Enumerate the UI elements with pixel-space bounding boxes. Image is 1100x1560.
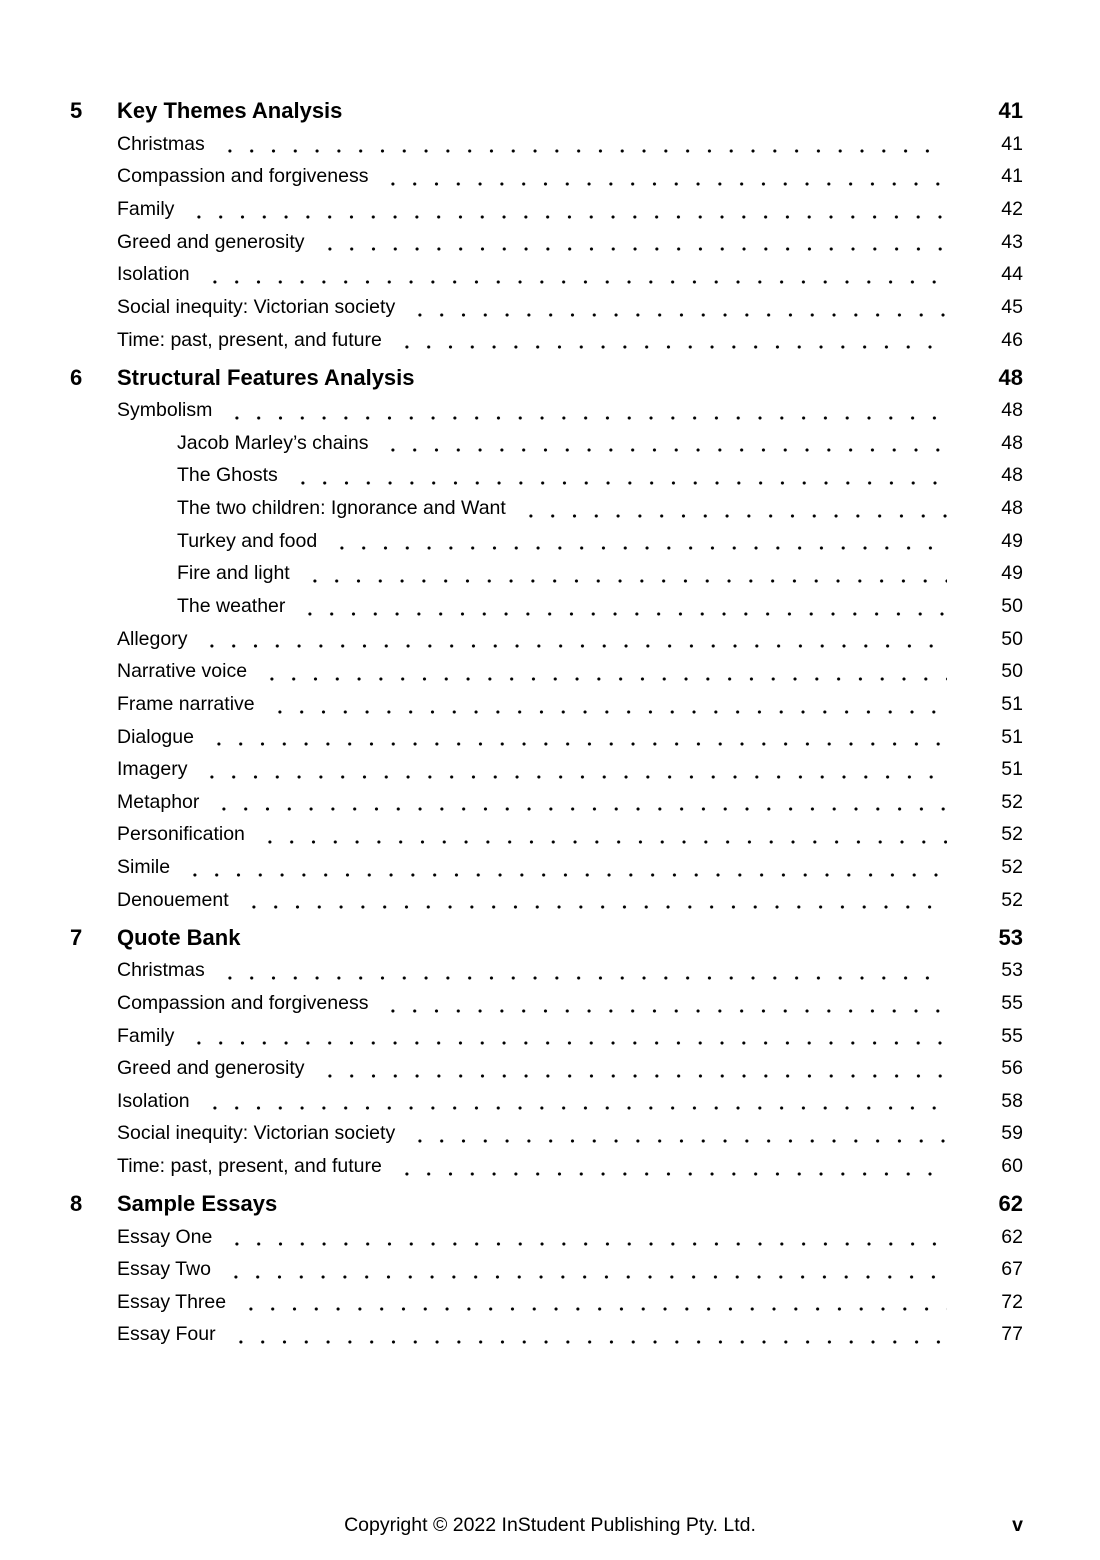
copyright-text: Copyright © 2022 InStudent Publishing Pty. Ltd. bbox=[344, 1514, 756, 1536]
entry-label: Simile bbox=[117, 856, 171, 879]
toc-entry-row[interactable] bbox=[70, 128, 1023, 161]
entry-page-number: 45 bbox=[1001, 296, 1023, 319]
chapter-page-number: 53 bbox=[998, 924, 1023, 950]
dot-leader bbox=[255, 655, 947, 688]
entry-label: Symbolism bbox=[117, 399, 213, 422]
toc-entry-row[interactable] bbox=[70, 590, 1023, 623]
toc-entry-row[interactable] bbox=[70, 1286, 1023, 1319]
dot-leader bbox=[213, 954, 947, 987]
toc-entry-row[interactable] bbox=[70, 226, 1023, 259]
entry-page-number: 48 bbox=[1001, 497, 1023, 520]
entry-page-number: 52 bbox=[1001, 888, 1023, 911]
dot-leader bbox=[293, 590, 947, 623]
dot-leader bbox=[376, 160, 947, 193]
toc-entry-row[interactable] bbox=[70, 492, 1023, 525]
toc-entry-row[interactable] bbox=[70, 258, 1023, 291]
entry-label: Essay Three bbox=[117, 1290, 227, 1313]
entry-page-number: 49 bbox=[1001, 562, 1023, 585]
table-of-contents bbox=[70, 90, 1023, 1351]
entry-label: Turkey and food bbox=[177, 529, 318, 552]
toc-entry-row[interactable] bbox=[70, 1052, 1023, 1085]
toc-entry-row[interactable] bbox=[70, 655, 1023, 688]
chapter-number: 7 bbox=[70, 924, 83, 950]
toc-entry-row[interactable] bbox=[70, 1117, 1023, 1150]
toc-chapter-row[interactable] bbox=[70, 922, 1023, 955]
toc-entry-row[interactable] bbox=[70, 818, 1023, 851]
entry-page-number: 55 bbox=[1001, 1024, 1023, 1047]
entry-label: Christmas bbox=[117, 132, 205, 155]
entry-page-number: 58 bbox=[1001, 1089, 1023, 1112]
entry-page-number: 55 bbox=[1001, 991, 1023, 1014]
dot-leader bbox=[220, 394, 947, 427]
entry-label: Narrative voice bbox=[117, 660, 248, 683]
entry-label: Greed and generosity bbox=[117, 1057, 305, 1080]
entry-page-number: 52 bbox=[1001, 856, 1023, 879]
dot-leader bbox=[213, 128, 947, 161]
toc-entry-row[interactable] bbox=[70, 987, 1023, 1020]
dot-leader bbox=[224, 1318, 947, 1351]
dot-leader bbox=[202, 721, 947, 754]
entry-page-number: 51 bbox=[1001, 692, 1023, 715]
chapter-title: Key Themes Analysis bbox=[117, 98, 343, 124]
dot-leader bbox=[207, 786, 947, 819]
entry-page-number: 53 bbox=[1001, 959, 1023, 982]
entry-page-number: 41 bbox=[1001, 132, 1023, 155]
dot-leader bbox=[376, 987, 947, 1020]
toc-entry-row[interactable] bbox=[70, 1085, 1023, 1118]
entry-label: Metaphor bbox=[117, 790, 200, 813]
dot-leader bbox=[263, 688, 947, 721]
entry-label: Fire and light bbox=[177, 562, 290, 585]
toc-entry-row[interactable] bbox=[70, 851, 1023, 884]
toc-entry-row[interactable] bbox=[70, 954, 1023, 987]
entry-label: Time: past, present, and future bbox=[117, 328, 382, 351]
entry-label: Essay Two bbox=[117, 1258, 211, 1281]
entry-label: Christmas bbox=[117, 959, 205, 982]
entry-label: Compassion and forgiveness bbox=[117, 991, 369, 1014]
dot-leader bbox=[234, 1286, 947, 1319]
entry-page-number: 43 bbox=[1001, 230, 1023, 253]
entry-label: Personification bbox=[117, 823, 245, 846]
dot-leader bbox=[253, 818, 947, 851]
entry-page-number: 51 bbox=[1001, 758, 1023, 781]
entry-label: Allegory bbox=[117, 627, 188, 650]
dot-leader bbox=[198, 1085, 947, 1118]
entry-label: Denouement bbox=[117, 888, 229, 911]
entry-page-number: 48 bbox=[1001, 399, 1023, 422]
toc-chapter-row[interactable] bbox=[70, 362, 1023, 395]
entry-label: Essay Four bbox=[117, 1323, 216, 1346]
chapter-page-number: 41 bbox=[998, 98, 1023, 124]
chapter-number: 6 bbox=[70, 364, 83, 390]
spacer bbox=[342, 95, 977, 128]
dot-leader bbox=[286, 459, 947, 492]
toc-entry-row[interactable] bbox=[70, 427, 1023, 460]
toc-entry-row[interactable] bbox=[70, 1221, 1023, 1254]
entry-page-number: 59 bbox=[1001, 1122, 1023, 1145]
toc-entry-row[interactable] bbox=[70, 291, 1023, 324]
dot-leader bbox=[390, 324, 947, 357]
dot-leader bbox=[325, 525, 947, 558]
entry-page-number: 49 bbox=[1001, 529, 1023, 552]
entry-page-number: 56 bbox=[1001, 1057, 1023, 1080]
toc-entry-row[interactable] bbox=[70, 324, 1023, 357]
entry-label: Dialogue bbox=[117, 725, 194, 748]
toc-entry-row[interactable] bbox=[70, 786, 1023, 819]
entry-label: Jacob Marley’s chains bbox=[177, 431, 369, 454]
chapter-title: Sample Essays bbox=[117, 1190, 278, 1216]
dot-leader bbox=[220, 1221, 947, 1254]
page-footer bbox=[0, 1510, 1100, 1540]
entry-page-number: 46 bbox=[1001, 328, 1023, 351]
toc-entry-row[interactable] bbox=[70, 160, 1023, 193]
dot-leader bbox=[298, 557, 947, 590]
toc-chapter-row[interactable] bbox=[70, 1188, 1023, 1221]
entry-label: The Ghosts bbox=[177, 464, 278, 487]
folio-page-number: v bbox=[1012, 1514, 1023, 1536]
entry-label: Family bbox=[117, 198, 175, 221]
entry-page-number: 62 bbox=[1001, 1225, 1023, 1248]
toc-entry-row[interactable] bbox=[70, 193, 1023, 226]
dot-leader bbox=[198, 258, 947, 291]
toc-entry-row[interactable] bbox=[70, 1150, 1023, 1183]
dot-leader bbox=[403, 1117, 947, 1150]
entry-page-number: 50 bbox=[1001, 660, 1023, 683]
chapter-title: Quote Bank bbox=[117, 924, 241, 950]
entry-label: Social inequity: Victorian society bbox=[117, 1122, 396, 1145]
toc-entry-row[interactable] bbox=[70, 459, 1023, 492]
toc-entry-row[interactable] bbox=[70, 394, 1023, 427]
entry-page-number: 42 bbox=[1001, 198, 1023, 221]
dot-leader bbox=[182, 1020, 947, 1053]
entry-page-number: 50 bbox=[1001, 627, 1023, 650]
entry-page-number: 52 bbox=[1001, 790, 1023, 813]
dot-leader bbox=[178, 851, 947, 884]
toc-entry-row[interactable] bbox=[70, 688, 1023, 721]
toc-entry-row[interactable] bbox=[70, 557, 1023, 590]
entry-page-number: 72 bbox=[1001, 1290, 1023, 1313]
entry-page-number: 44 bbox=[1001, 263, 1023, 286]
chapter-page-number: 48 bbox=[998, 364, 1023, 390]
entry-page-number: 51 bbox=[1001, 725, 1023, 748]
toc-entry-row[interactable] bbox=[70, 884, 1023, 917]
toc-entry-row[interactable] bbox=[70, 1253, 1023, 1286]
entry-page-number: 77 bbox=[1001, 1323, 1023, 1346]
dot-leader bbox=[403, 291, 947, 324]
toc-entry-row[interactable] bbox=[70, 525, 1023, 558]
dot-leader bbox=[514, 492, 947, 525]
dot-leader bbox=[313, 226, 947, 259]
spacer bbox=[277, 1188, 977, 1221]
entry-label: Isolation bbox=[117, 263, 190, 286]
entry-label: Family bbox=[117, 1024, 175, 1047]
dot-leader bbox=[376, 427, 947, 460]
dot-leader bbox=[182, 193, 947, 226]
entry-label: Essay One bbox=[117, 1225, 213, 1248]
entry-label: Greed and generosity bbox=[117, 230, 305, 253]
chapter-number: 5 bbox=[70, 98, 83, 124]
dot-leader bbox=[313, 1052, 947, 1085]
entry-label: Frame narrative bbox=[117, 692, 255, 715]
entry-label: Time: past, present, and future bbox=[117, 1155, 382, 1178]
toc-entry-row[interactable] bbox=[70, 1318, 1023, 1351]
entry-label: Imagery bbox=[117, 758, 188, 781]
toc-entry-row[interactable] bbox=[70, 1020, 1023, 1053]
dot-leader bbox=[195, 753, 947, 786]
chapter-title: Structural Features Analysis bbox=[117, 364, 415, 390]
entry-page-number: 48 bbox=[1001, 431, 1023, 454]
dot-leader bbox=[195, 623, 947, 656]
entry-label: Compassion and forgiveness bbox=[117, 165, 369, 188]
entry-label: Isolation bbox=[117, 1089, 190, 1112]
spacer bbox=[240, 922, 977, 955]
chapter-number: 8 bbox=[70, 1190, 83, 1216]
toc-entry-row[interactable] bbox=[70, 721, 1023, 754]
dot-leader bbox=[219, 1253, 947, 1286]
entry-page-number: 67 bbox=[1001, 1258, 1023, 1281]
entry-label: The weather bbox=[177, 594, 286, 617]
entry-label: Social inequity: Victorian society bbox=[117, 296, 396, 319]
toc-chapter-row[interactable] bbox=[70, 95, 1023, 128]
entry-page-number: 52 bbox=[1001, 823, 1023, 846]
entry-page-number: 48 bbox=[1001, 464, 1023, 487]
toc-entry-row[interactable] bbox=[70, 753, 1023, 786]
spacer bbox=[415, 362, 977, 395]
entry-page-number: 41 bbox=[1001, 165, 1023, 188]
entry-page-number: 60 bbox=[1001, 1155, 1023, 1178]
entry-label: The two children: Ignorance and Want bbox=[177, 497, 506, 520]
chapter-page-number: 62 bbox=[998, 1190, 1023, 1216]
dot-leader bbox=[390, 1150, 947, 1183]
dot-leader bbox=[237, 884, 947, 917]
entry-page-number: 50 bbox=[1001, 594, 1023, 617]
toc-entry-row[interactable] bbox=[70, 623, 1023, 656]
